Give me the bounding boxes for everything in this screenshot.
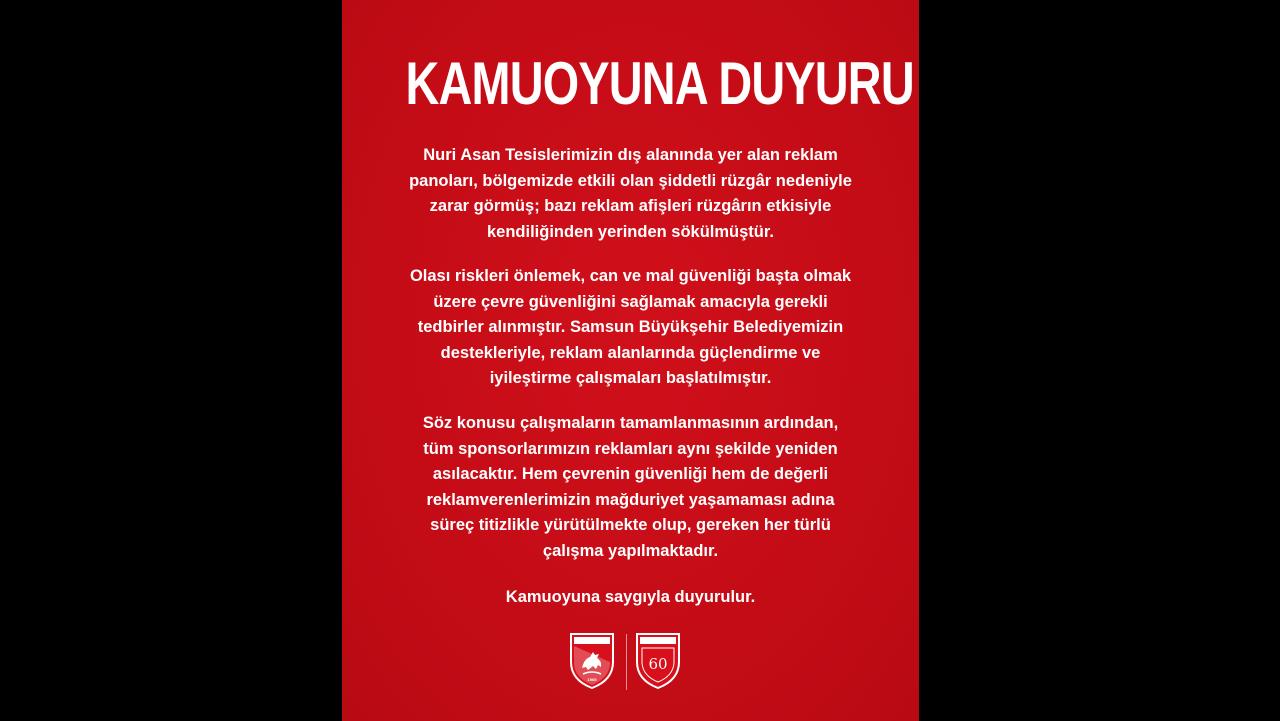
announcement-title: KAMUOYUNA DUYURU	[405, 50, 914, 117]
paragraph-line: üzere çevre güvenliğini sağlamak amacıyla gerekli	[433, 292, 828, 311]
paragraph-1	[362, 143, 899, 245]
closing-line	[362, 585, 899, 611]
crest-badge-text: SAMSUNSPOR	[577, 638, 607, 643]
paragraph-line: panoları, bölgemizde etkili olan şiddetli rüzgâr nedeniyle	[409, 171, 852, 190]
paragraph-line: süreç titizlikle yürütülmekte olup, gereken her türlü	[430, 516, 831, 535]
paragraph-line: tedbirler alınmıştır. Samsun Büyükşehir Belediyemizin	[417, 318, 844, 337]
paragraph-line: Kamuoyuna saygıyla duyurulur.	[505, 588, 756, 606]
club-logos	[342, 632, 919, 694]
paragraph-line: tüm sponsorlarımızın reklamları aynı şekilde yeniden	[423, 439, 838, 458]
paragraph-line: Olası riskleri önlemek, can ve mal güvenliği başta olmak	[409, 267, 852, 285]
paragraph-2	[362, 264, 899, 392]
paragraph-3	[362, 411, 899, 565]
club-crest-logo	[569, 632, 615, 690]
paragraph-line: reklamverenlerimizin mağduriyet yaşamaması adına	[426, 490, 835, 509]
crest-year: 1965	[587, 677, 597, 682]
paragraph-line: Söz konusu çalışmaların tamamlanmasının ardından,	[422, 414, 839, 432]
paragraph-line: asılacaktır. Hem çevrenin güvenliği hem de değerli	[432, 465, 829, 484]
paragraph-line: zarar görmüş; bazı reklam afişleri rüzgârın etkisiyle	[429, 197, 832, 216]
announcement-poster	[342, 0, 919, 721]
paragraph-line: iyileştirme çalışmaları başlatılmıştır.	[489, 369, 772, 388]
anniversary-number: 60	[648, 655, 668, 673]
logo-divider	[626, 634, 627, 690]
paragraph-line: kendiliğinden yerinden sökülmüştür.	[487, 222, 774, 241]
paragraph-line: destekleriyle, reklam alanlarında güçlendirme ve	[440, 343, 821, 362]
crest-badge-text: SAMSUNSPOR	[643, 638, 673, 643]
paragraph-line: çalışma yapılmaktadır.	[542, 541, 719, 560]
paragraph-line: Nuri Asan Tesislerimizin dış alanında yer alan reklam	[423, 146, 838, 164]
anniversary-crest-logo	[635, 632, 681, 690]
